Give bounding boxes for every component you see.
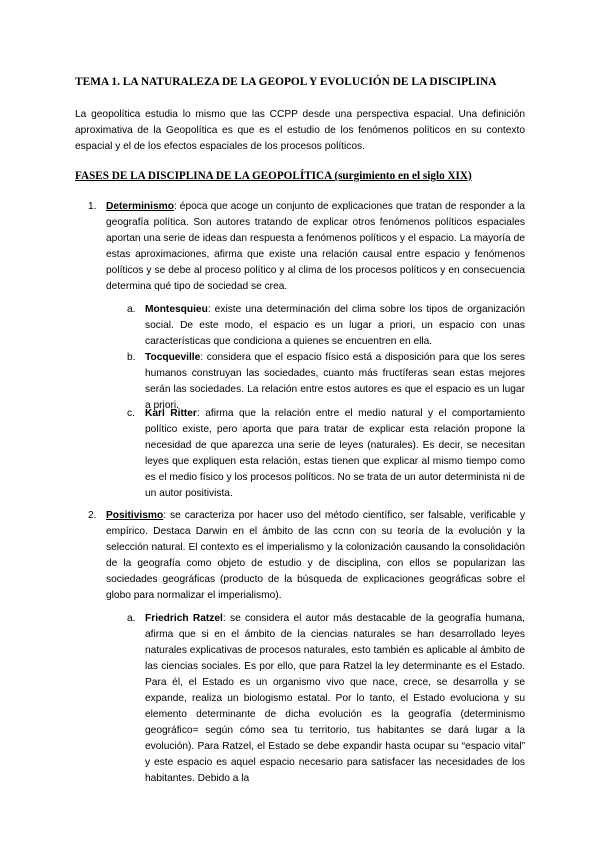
item-term: Positivismo xyxy=(106,510,164,521)
sub-item-montesquieu xyxy=(127,302,525,350)
sub-item-karl-ritter xyxy=(127,406,525,502)
item-number: 2. xyxy=(88,510,97,521)
sub-item-term: Karl Ritter xyxy=(145,408,197,419)
sub-item-tocqueville xyxy=(127,350,525,414)
numbered-item-positivismo xyxy=(88,508,525,604)
sub-item-body xyxy=(145,611,525,787)
numbered-item-determinismo xyxy=(88,199,525,295)
sub-item-letter: a. xyxy=(127,304,136,315)
document-title: TEMA 1. LA NATURALEZA DE LA GEOPOL Y EVOLUCIÓN DE LA DISCIPLINA xyxy=(75,76,497,88)
item-body xyxy=(106,508,525,604)
sub-item-body xyxy=(145,302,525,350)
sub-item-letter: a. xyxy=(127,613,136,624)
item-number: 1. xyxy=(88,201,97,212)
sub-item-text: : existe una determinación del clima sobre los tipos de organización social. De este modo, el espacio es un lugar a priori, un espacio con unas características que condiciona a quienes se encuentren en ella. xyxy=(145,304,525,347)
sub-item-body xyxy=(145,406,525,502)
item-body xyxy=(106,199,525,295)
sub-item-letter: c. xyxy=(127,408,135,419)
item-term: Determinismo xyxy=(106,201,174,212)
item-text: : se caracteriza por hacer uso del método científico, ser falsable, verificable y empírico. Destaca Darwin en el ámbito de las ccnn con su teoría de la evolución y la selección natural. El contexto es el imperialismo y la colonización causando la consolidación de la geografía como objeto de estudio y de disciplina, con ellos se popularizan las sociedades geográficas (producto de la búsqueda de explicaciones geográficas sobre el globo para normalizar el imperialismo). xyxy=(106,510,525,601)
sub-item-term: Friedrich Ratzel xyxy=(145,613,223,624)
section-heading: FASES DE LA DISCIPLINA DE LA GEOPOLÍTICA (surgimiento en el siglo XIX) xyxy=(75,170,472,182)
sub-item-term: Tocqueville xyxy=(145,352,201,363)
intro-paragraph: La geopolítica estudia lo mismo que las CCPP desde una perspectiva espacial. Una definición aproximativa de la Geopolítica es que es el estudio de los fenómenos políticos en su contexto espacial y el de los efectos espaciales de los procesos políticos. xyxy=(75,109,525,152)
sub-item-text: : afirma que la relación entre el medio natural y el comportamiento político existe, pero aporta que para tratar de explicar esta relación propone la necesidad de que aparezca una serie de leyes (naturales). Es decir, se necesitan leyes que expliquen esta relación, estas tienen que explicar al mismo tiempo como es el medio físico y los procesos políticos. No se trata de un autor determinista ni de un autor positivista. xyxy=(145,408,525,499)
sub-item-body xyxy=(145,350,525,414)
sub-item-text: : considera que el espacio físico está a disposición para que los seres humanos construyan las sociedades, cuanto más fructíferas sean estas mejores serán las sociedades. La relación entre estos autores es que el espacio es un lugar a priori. xyxy=(145,352,525,411)
sub-item-term: Montesquieu xyxy=(145,304,208,315)
sub-item-letter: b. xyxy=(127,352,136,363)
sub-item-text: : se considera el autor más destacable de la geografía humana, afirma que si en el ámbito de la ciencias naturales se han desarrollado leyes naturales explicativas de procesos naturales, esto también es aplicable al ámbito de las ciencias sociales. Es por ello, que para Ratzel la ley determinante es el Estado. Para él, el Estado es un organismo vivo que nace, crece, se desarrolla y se expande, realiza un biologismo estatal. Por lo tanto, el Estado evoluciona y su elemento determinante de dicha evolución es la geografía (determinismo geográfico= según cómo sea tu territorio, tus habitantes se dará lugar a la evolución). Para Ratzel, el Estado se debe expandir hasta ocupar su “espacio vital” y este espacio es aquel espacio necesario para satisfacer las necesidades de los habitantes. Debido a la xyxy=(145,613,525,784)
sub-item-friedrich-ratzel xyxy=(127,611,525,787)
item-text: : época que acoge un conjunto de explicaciones que tratan de responder a la geografía política. Son autores tratando de explicar otros fenómenos políticos espaciales aportan una serie de ideas dan respuesta a fenómenos políticos y el espacio. La mayoría de estas aproximaciones, afirma que existe una relación causal entre espacio y fenómenos políticos y se debe al proceso político y al clima de los procesos políticos y en consecuencia determina qué tipo de sociedad se crea. xyxy=(106,201,525,292)
